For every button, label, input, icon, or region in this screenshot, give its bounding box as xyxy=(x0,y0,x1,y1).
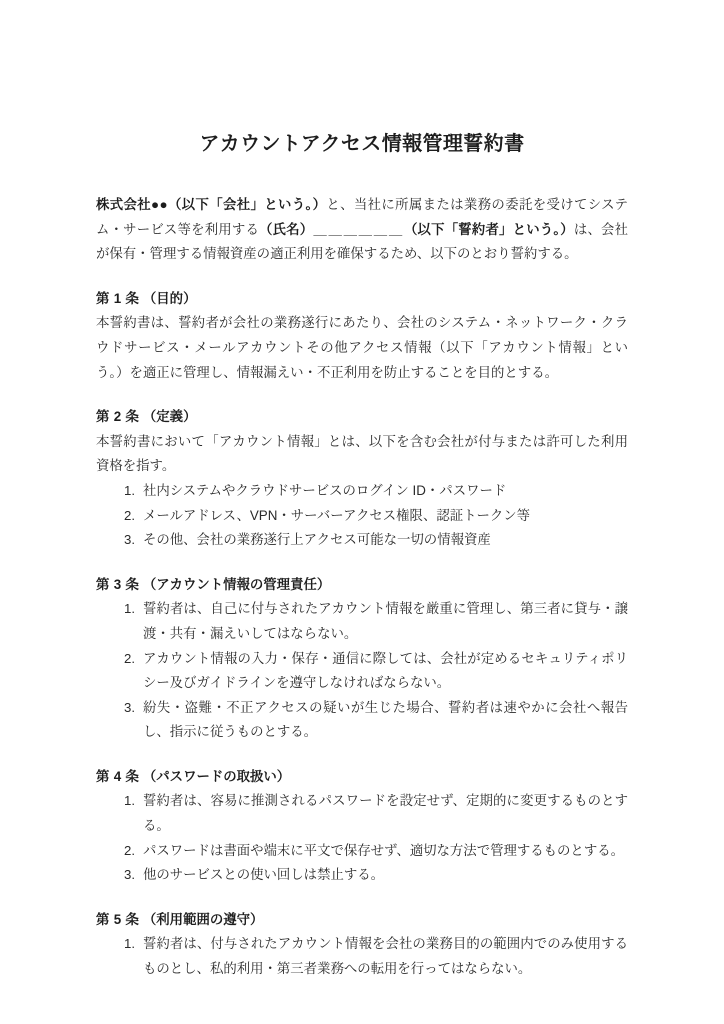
preamble-company-name: 株式会社●● xyxy=(96,197,168,212)
preamble-name-blank: ＿＿＿＿＿＿ xyxy=(313,221,404,237)
preamble-company-definition: （以下「会社」という。） xyxy=(167,197,327,212)
article-subtitle: （アカウント情報の管理責任） xyxy=(142,576,331,592)
list-item: 紛失・盗難・不正アクセスの疑いが生じた場合、誓約者は速やかに会社へ報告し、指示に従うものとする。 xyxy=(143,699,628,740)
list-item: 誓約者は、容易に推測されるパスワードを設定せず、定期的に変更するものとする。 xyxy=(143,793,628,834)
article-number: 第 2 条 xyxy=(96,409,140,425)
list-item: 誓約者は、付与されたアカウント情報を会社の業務目的の範囲内でのみ使用するものとし、私的利用・第三者業務への転用を行ってはならない。 xyxy=(143,936,628,977)
preamble-segment-2: は、会社が保有・管理する情報資産の適正利用を確保するため、以下のとおり誓約する。 xyxy=(96,221,629,262)
article-section xyxy=(96,385,628,553)
article-heading xyxy=(96,908,628,933)
article-heading xyxy=(96,405,628,430)
list-item: メールアドレス、VPN・サーバーアクセス権限、認証トークン等 xyxy=(143,507,531,523)
preamble-name-label: （氏名） xyxy=(259,221,314,237)
article-clause-list xyxy=(96,479,628,553)
article-subtitle: （目的） xyxy=(142,290,197,306)
article-number: 第 5 条 xyxy=(96,911,140,927)
page-title: アカウントアクセス情報管理誓約書 xyxy=(199,133,525,155)
article-subtitle: （パスワードの取扱い） xyxy=(142,768,291,784)
preamble-segment-1: と、当社に所属または業務の委託を受けてシステム・サービス等を利用する xyxy=(96,197,628,237)
article-heading xyxy=(96,573,628,598)
article-section xyxy=(96,267,628,385)
article-section xyxy=(96,888,628,982)
list-item: 誓約者は、自己に付与されたアカウント情報を厳重に管理し、第三者に貸与・譲渡・共有・漏えいしてはならない。 xyxy=(143,601,628,641)
article-section xyxy=(96,745,628,888)
article-clause-list xyxy=(96,789,628,887)
article-heading xyxy=(96,287,628,312)
list-item: 社内システムやクラウドサービスのログイン ID・パスワード xyxy=(143,482,507,498)
article-number: 第 3 条 xyxy=(96,576,140,592)
article-number: 第 1 条 xyxy=(96,290,140,306)
preamble-paragraph xyxy=(96,157,628,267)
list-item: パスワードは書面や端末に平文で保存せず、適切な方法で管理するものとする。 xyxy=(143,842,624,858)
article-body: 本誓約書は、誓約者が会社の業務遂行にあたり、会社のシステム・ネットワーク・クラウドサービス・メールアカウントその他アクセス情報（以下「アカウント情報」という。）を適正に管理し、情報漏えい・不正利用を防止することを目的とする。 xyxy=(96,315,628,380)
list-item: 他のサービスとの使い回しは禁止する。 xyxy=(143,867,385,883)
article-section xyxy=(96,553,628,745)
article-subtitle: （利用範囲の遵守） xyxy=(142,911,264,927)
list-item: アカウント情報の入力・保存・通信に際しては、会社が定めるセキュリティポリシー及びガイドラインを遵守しなければならない。 xyxy=(143,650,628,691)
list-item: その他、会社の業務遂行上アクセス可能な一切の情報資産 xyxy=(143,532,491,548)
article-heading xyxy=(96,765,628,790)
preamble-pledger-definition: （以下「誓約者」という。） xyxy=(403,221,574,237)
article-clause-list xyxy=(96,932,628,981)
article-clause-list xyxy=(96,597,628,745)
article-body: 本誓約書において「アカウント情報」とは、以下を含む会社が付与または許可した利用資格を指す。 xyxy=(96,433,628,474)
article-subtitle: （定義） xyxy=(142,409,197,425)
article-number: 第 4 条 xyxy=(96,768,140,784)
